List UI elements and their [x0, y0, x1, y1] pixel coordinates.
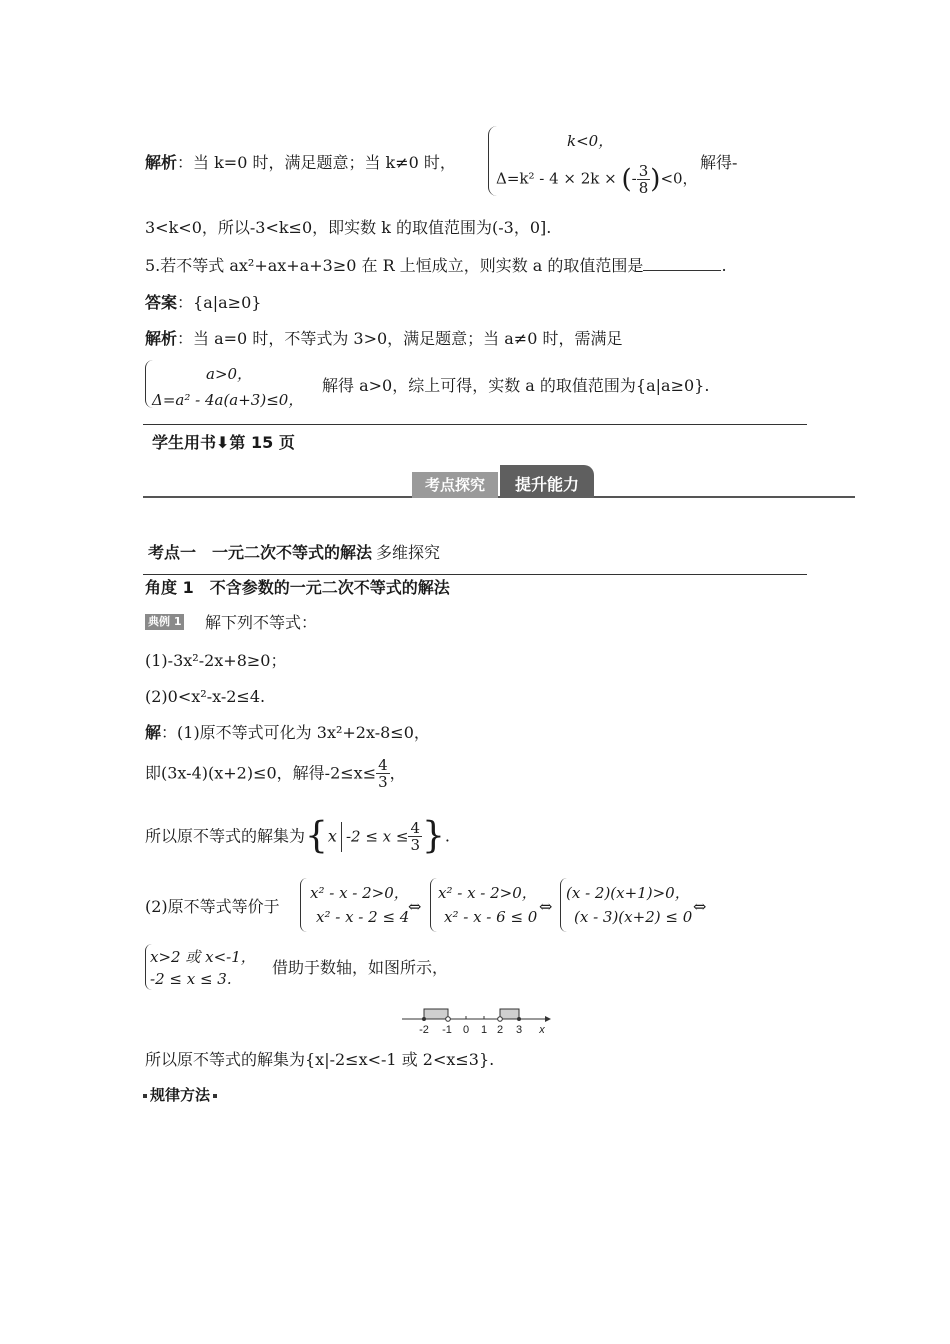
axis-variable: x [539, 1024, 545, 1036]
set-frac-num: 4 [410, 819, 421, 837]
tick-label: 3 [515, 1024, 523, 1036]
sol1-line-1: ：(1)原不等式可化为 3x²+2x-8≤0， [161, 723, 430, 742]
method-marker-left [143, 1094, 147, 1098]
system-a-line-1: a>0， [206, 365, 253, 383]
tick-label: -1 [442, 1024, 452, 1036]
solution-text: ：当 k=0 时，满足题意；当 k≠0 时， [177, 153, 456, 172]
section-divider [143, 574, 807, 575]
solution-a-text: ：当 a=0 时，不等式为 3>0，满足题意；当 a≠0 时，需满足 [177, 329, 623, 348]
system-line-1: k<0， [567, 132, 614, 150]
example-part-1: (1)-3x²-2x+8≥0； [145, 651, 287, 670]
page-ref-number: 第 15 页 [229, 433, 295, 452]
answer-text: ：{a|a≥0} [177, 293, 262, 312]
equiv-icon-1: ⇔ [408, 897, 422, 916]
question-5: 5.若不等式 ax²+ax+a+3≥0 在 R 上恒成立，则实数 a 的取值范围是 [145, 256, 644, 275]
tick-label: 0 [462, 1024, 470, 1036]
set-frac-den: 3 [410, 836, 421, 854]
sys3-line-1: (x - 2)(x+1)>0， [566, 884, 690, 902]
set-condition: -2 ≤ x ≤ [345, 827, 409, 846]
solution-line-2: 3<k<0，所以-3<k≤0，即实数 k 的取值范围为(-3，0]. [145, 218, 552, 237]
answer-blank [643, 256, 721, 271]
example-prompt: 解下列不等式： [205, 613, 318, 632]
system-line-2a: Δ=k² - 4 × 2k × [496, 169, 622, 188]
fraction-numerator: 3 [638, 162, 649, 180]
example-part-2: (2)0<x²-x-2≤4. [145, 687, 266, 706]
set-variable: x [327, 826, 337, 846]
page-ref-label: 学生用书 [152, 433, 217, 452]
banner-rule [143, 496, 855, 498]
down-arrow-icon: ⬇ [216, 433, 230, 452]
sol1-label: 解 [145, 723, 162, 742]
answer-label: 答案 [145, 293, 178, 312]
method-title: 规律方法 [150, 1086, 211, 1104]
solution-a-label: 解析 [145, 329, 178, 348]
system-line-2b: <0， [660, 169, 698, 188]
banner-right: 提升能力 [500, 465, 594, 498]
system-a-line-2: Δ=a² - 4a(a+3)≤0， [152, 391, 304, 409]
sol1-line-2-end: ， [389, 763, 406, 783]
angle-title: 角度 1 不含参数的一元二次不等式的解法 [145, 578, 450, 597]
tick-label: 2 [496, 1024, 504, 1036]
section-title: 考点一 一元二次不等式的解法 [148, 543, 373, 562]
fraction [637, 163, 651, 196]
sol1-line-3: 所以原不等式的解集为 [145, 826, 306, 846]
set-end: . [444, 826, 451, 846]
question-end: . [721, 256, 727, 275]
solution-a-after: 解得 a>0，综上可得，实数 a 的取值范围为{a|a≥0}. [322, 376, 710, 395]
sys4-line-1: x>2 或 x<-1， [150, 948, 256, 966]
equiv-icon-2: ⇔ [539, 897, 553, 916]
divider [143, 424, 807, 425]
sol1-frac-num: 4 [378, 756, 388, 774]
sys1-line-2: x² - x - 2 ≤ 4 [316, 908, 410, 926]
method-marker-right [213, 1094, 217, 1098]
sol2-conclusion: 所以原不等式的解集为{x|-2≤x<-1 或 2<x≤3}. [145, 1050, 495, 1069]
sys3-line-2: (x - 3)(x+2) ≤ 0 [574, 908, 693, 926]
solution-suffix: 解得- [700, 153, 738, 172]
fraction-denominator: 8 [638, 179, 649, 197]
number-line [400, 1000, 560, 1040]
equiv-icon-3: ⇔ [693, 897, 707, 916]
sys1-brace [300, 878, 307, 932]
tick-label: -2 [419, 1024, 429, 1036]
sol1-frac-den: 3 [378, 773, 388, 791]
sol2-after: 借助于数轴，如图所示， [272, 958, 449, 977]
banner-left: 考点探究 [412, 472, 498, 498]
sys1-line-1: x² - x - 2>0， [310, 884, 409, 902]
sys2-line-2: x² - x - 6 ≤ 0 [444, 908, 538, 926]
example-badge: 典例 1 [145, 614, 184, 630]
sol2-lead: (2)原不等式等价于 [145, 897, 280, 916]
solution-label: 解析 [145, 153, 178, 172]
sol1-line-2: 即(3x-4)(x+2)≤0，解得-2≤x≤ [145, 763, 377, 783]
tick-label: 1 [480, 1024, 488, 1036]
sol1-fraction [376, 757, 390, 790]
sys2-line-1: x² - x - 2>0， [438, 884, 537, 902]
sys4-line-2: -2 ≤ x ≤ 3. [150, 970, 232, 988]
sys2-brace [430, 878, 437, 932]
set-fraction [408, 820, 422, 853]
section-tag: 多维探究 [376, 543, 441, 562]
